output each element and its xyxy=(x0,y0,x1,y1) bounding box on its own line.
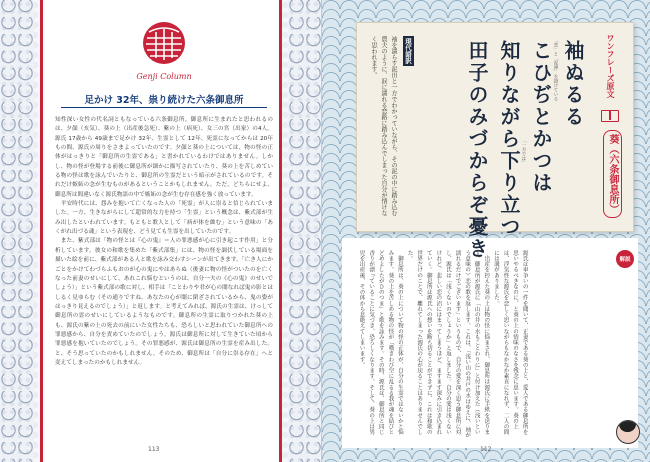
oneline-original-label: ワンフレーズ原文 xyxy=(606,34,615,98)
poem-line-1: 袖ぬるる xyxy=(561,40,585,128)
column-label: Genji Column xyxy=(136,72,192,81)
title-underline xyxy=(61,107,267,108)
page-gutter xyxy=(321,0,322,462)
book-icon xyxy=(601,110,619,122)
annotation-note-1: 「恋」と「泥濘」を掛けている xyxy=(553,38,558,101)
explanation-badge: 解説 xyxy=(616,250,634,268)
poem-line-2: こひぢとかつは xyxy=(529,40,553,194)
genji-column-box xyxy=(40,0,282,462)
left-pattern-strip xyxy=(0,0,34,462)
page-number-right: 112 xyxy=(480,446,492,453)
annotation-note-2: 「一方では」 xyxy=(521,138,526,165)
page-number-left: 113 xyxy=(148,446,160,453)
column-body-text: 知性深い女性の代名詞ともなっている六条御息所。御息所に生まれたと思われるのは、夕顔（亥気）、葵の上（出産後急死）、紫の上（病死）、女三の宮（出家）の4人。源氏 17歳から 49歳まで足かけ 32年、生霊として 12年、死霊になってからは 20年もの間、源氏の周りをさまよっていたのです。夕顔と葵の上については、物の怪の正体がはっきりと「御息所の生霊である」と書かれているわけではありません。しかし、物の怪が登場する前後に御息所が細かに描写されていたり、葵の上を苦しめている物の怪は歌を詠んでいたりと、御息所の生霊だという暗示がされているのです。それだけ嫉妬の念が生むものがあるということかもしれません。ただ、どちらにせよ、御息所は間違いなく源氏物語の中で嫉妬の念が生む存在感を強く放っています。 平安時代には、怨みを抱いて亡くなった人の「死霊」が人に祟ると信じられていました。一方、生きながらにして超常的な力を持つ「生霊」という概念は、紫式部が生み出したといわれています。もともと歌人として「病が体を蝕む」という意味の「あくがれ出づる魂」という表現を、どう見ても生霊を出していたのです。 また、紫式部は「物の怪とは『心の鬼』＝人の罪悪感が心に引き起こす作用」と分析しています。彼女の和歌を集めた「紫式部集」には、物の怪を調伏している場面を描いた絵を前に、紫式部がある人と歌を詠み交わすシーンが出てきます。「亡き人にかごとをかけてわづらふもおのが心の鬼にやはあらぬ（後妻に物の怪がついたのを亡くなった前妻のせいにして、あれこれ悩むというのは、自分一夫の《心の鬼》のせいでしょう）」という紫式部の歌に対し、相手は「ことわりや君が心の闇なれば鬼の影とはしるく見ゆらむ（その通りですね。あなたの心が闇に閉ざされているから、鬼の姿がはっきり見えるのでしょう）」と返します。と考えてみれば、源氏の生霊は、けっして御息所の霊のせいにしているようなものです。御息所の生霊に取りつかれた葵の上も、源氏の紫の上の死去の前にいた女性たちも、恐ろしいと思われていた御息所への罪悪感から、自分を責めていたのでしょう。源氏は御息所に対して生きていた頃から罪悪感を抱いていたのでしょう。その罪悪感が、源氏は御息所の生霊を産み出した。と、そう思っていたのかもしれません。そのため、御息所は「自分に祟る存在」へと変えてしまったのかもしれません。 xyxy=(55,117,273,366)
modern-translation-label: 現代語訳 xyxy=(404,38,412,64)
modern-translation-text: 袖を濡らす泥田と一方でわかっていながら、その泥の中に踏み込む農夫のように、涙に濡れる恋路に踏み込んでしまった自分が情けなく思われます。 xyxy=(370,36,397,216)
column-title: 足かけ 32年、祟り続けた六条御息所 xyxy=(84,95,244,106)
poem-line-4: 田子のみづからぞ憂き xyxy=(465,40,489,260)
genji-cart-emblem-icon xyxy=(141,20,187,66)
character-avatar xyxy=(616,420,640,444)
poem-line-3: 知りながら下り立つ xyxy=(497,40,521,238)
right-pattern-strip xyxy=(288,0,322,462)
explanation-text: 源氏は車争いの一件を聞いて、正妻である葵の上と、愛人である御息所を思いやるべきなのに、と葵の上の情味のなさを残念に思います。葵の上は、浮気性な源氏を恋しく思いながらもなかなか素直になれず、二人の間には溝がありました。 出産を控えた葵の上は物の怪に悩まされ、御息所は源氏に手紙を送ります。御息所が源氏に「山の井の水もことわりに」と付け加えた（浅いという意味の）恋の歌を返します。これは、「浅い山の井戸の水はゆえに、袖が濡れるだけでございます」というもので、自分の愛を深く思う御息所に対し、源氏は「浅くないのでしょうか」と返しました。自分の愛は浅くないけれど、悲しい恋の沼にはまってしまうほど、ますます深みに引き込まれていく。御息所は源氏への想いを断ち切ることができずに、これは和歌の世界だけのことで、離れてしまった源氏の心が戻ることはありませんでした。 御息所は、葵の上について物の怪の正体が、自分の生霊ではないかと悩みます。葵の上を苦しめる物の怪が「嘆きわび空に乱るる我が魂を結びとどめよしたがひのつま」と歌を詠みます。その時、源氏は、御息所と同じ香りが漂っていることに気づき、恐ろしくなります。そして、葵の上は男児を出産後、その体から息絶えてしまいます。 xyxy=(358,250,528,438)
source-chapter-label: 葵（六条御息所） xyxy=(603,130,622,218)
